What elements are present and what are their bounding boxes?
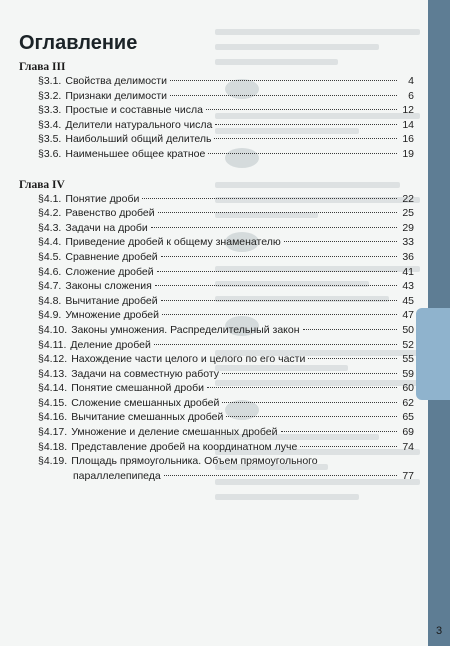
toc-entry[interactable]: [19, 352, 414, 367]
section-title: Законы сложения: [65, 280, 152, 293]
section-title: Сложение смешанных дробей: [71, 396, 220, 409]
table-of-contents: [19, 60, 414, 483]
page-ref: 43: [402, 280, 414, 293]
toc-entry[interactable]: [19, 367, 414, 382]
dot-leader: [308, 358, 397, 359]
section-number: §3.5.: [38, 133, 62, 146]
chapter-3-entries: [19, 74, 414, 162]
section-tab: [416, 308, 450, 400]
section-title: Приведение дробей к общему знаменателю: [65, 236, 281, 249]
page-ref: 29: [402, 221, 414, 234]
dot-leader: [303, 329, 397, 330]
section-title: Задачи на совместную работу: [71, 367, 220, 380]
section-number: §4.13.: [38, 367, 68, 380]
section-title: Умножение и деление смешанных дробей: [71, 426, 278, 439]
section-title: Задачи на дроби: [65, 221, 148, 234]
dot-leader: [161, 256, 397, 257]
section-number: §4.7.: [38, 280, 62, 293]
section-number: §4.1.: [38, 192, 62, 205]
toc-entry[interactable]: [19, 74, 414, 89]
section-title: Простые и составные числа: [65, 104, 203, 117]
page-ref: 55: [402, 353, 414, 366]
page-ref: 14: [402, 118, 414, 131]
toc-entry[interactable]: [19, 89, 414, 104]
section-title: Деление дробей: [70, 338, 151, 351]
section-title: Наименьшее общее кратное: [65, 147, 206, 160]
section-number: §3.4.: [38, 118, 62, 131]
section-title: Нахождение части целого и целого по его части: [71, 353, 306, 366]
toc-entry[interactable]: [19, 206, 414, 221]
toc-entry[interactable]: [19, 323, 414, 338]
dot-leader: [214, 138, 397, 139]
dot-leader: [281, 431, 397, 432]
dot-leader: [222, 373, 397, 374]
toc-entry[interactable]: [19, 118, 414, 133]
toc-entry[interactable]: [19, 192, 414, 207]
page-ref: 4: [408, 75, 414, 87]
section-number: §4.4.: [38, 236, 62, 249]
page-ref: 50: [402, 323, 414, 336]
dot-leader: [208, 153, 397, 154]
page-ref: 47: [402, 309, 414, 322]
page-ref: 16: [402, 133, 414, 146]
section-title: Вычитание дробей: [65, 294, 158, 307]
section-title: Представление дробей на координатном луче: [71, 440, 298, 453]
section-number: §4.5.: [38, 250, 62, 263]
section-number: §4.16.: [38, 411, 68, 424]
section-title: Равенство дробей: [65, 207, 155, 220]
toc-entry[interactable]: [19, 265, 414, 280]
chapter-heading: Глава IV: [19, 178, 65, 191]
page-ref: 36: [402, 250, 414, 263]
dot-leader: [142, 198, 397, 199]
dot-leader: [215, 124, 397, 125]
toc-entry[interactable]: [19, 235, 414, 250]
page-ref: 25: [402, 207, 414, 220]
section-number: §4.8.: [38, 294, 62, 307]
toc-entry[interactable]: [19, 396, 414, 411]
dot-leader: [155, 285, 397, 286]
section-title-continued: параллелепипеда: [73, 469, 161, 482]
page-ref: 52: [402, 338, 414, 351]
section-title: Вычитание смешанных дробей: [71, 411, 224, 424]
chapter-4-entries: [19, 192, 414, 484]
toc-entry[interactable]: [19, 338, 414, 353]
toc-entry[interactable]: [19, 425, 414, 440]
section-number: §4.9.: [38, 309, 62, 322]
section-number: §4.2.: [38, 207, 62, 220]
page-ref: 45: [402, 294, 414, 307]
toc-entry[interactable]: [19, 147, 414, 162]
dot-leader: [226, 416, 397, 417]
section-number: §4.18.: [38, 440, 68, 453]
page-number: 3: [435, 625, 443, 637]
toc-entry[interactable]: [19, 308, 414, 323]
toc-entry[interactable]: [19, 221, 414, 236]
section-number: §3.3.: [38, 104, 62, 117]
section-title: Свойства делимости: [65, 75, 167, 87]
page-ref: 60: [402, 382, 414, 395]
page-ref: 69: [402, 426, 414, 439]
section-number: §4.10.: [38, 323, 68, 336]
section-title: Признаки делимости: [65, 89, 168, 102]
toc-entry[interactable]: [19, 250, 414, 265]
toc-entry[interactable]: [19, 440, 414, 455]
toc-entry[interactable]: [19, 279, 414, 294]
dot-leader: [158, 212, 397, 213]
page-ref: 65: [402, 411, 414, 424]
page-ref: 62: [402, 396, 414, 409]
page-ref: 77: [402, 469, 414, 482]
page-ref: 41: [402, 265, 414, 278]
toc-entry[interactable]: [19, 103, 414, 118]
section-title: Понятие дроби: [65, 192, 140, 205]
section-number: §4.19.: [38, 455, 68, 468]
section-number: §3.6.: [38, 147, 62, 160]
dot-leader: [162, 314, 397, 315]
dot-leader: [164, 475, 397, 476]
dot-leader: [170, 80, 397, 81]
dot-leader: [154, 344, 397, 345]
page-ref: 59: [402, 367, 414, 380]
section-number: §4.14.: [38, 382, 68, 395]
section-number: §4.3.: [38, 221, 62, 234]
chapter-heading: Глава III: [19, 61, 66, 73]
toc-entry[interactable]: [19, 410, 414, 425]
section-title: Понятие смешанной дроби: [71, 382, 204, 395]
section-number: §4.6.: [38, 265, 62, 278]
page-ref: 33: [402, 236, 414, 249]
page-title: Оглавление: [19, 32, 138, 54]
dot-leader: [206, 109, 397, 110]
dot-leader: [284, 241, 397, 242]
section-number: §4.17.: [38, 426, 68, 439]
section-number: §4.15.: [38, 396, 68, 409]
page-ref: 19: [402, 147, 414, 160]
dot-leader: [207, 387, 397, 388]
page-ref: 12: [402, 104, 414, 117]
section-title: Законы умножения. Распределительный закон: [71, 323, 300, 336]
page-ref: 22: [402, 192, 414, 205]
section-number: §4.12.: [38, 353, 68, 366]
section-title: Сравнение дробей: [65, 250, 158, 263]
dot-leader: [222, 402, 397, 403]
dot-leader: [300, 446, 397, 447]
toc-entry[interactable]: [19, 381, 414, 396]
section-title: Площадь прямоугольника. Объем прямоугольного: [71, 455, 318, 468]
dot-leader: [151, 227, 397, 228]
page-ref: 6: [408, 89, 414, 102]
toc-entry[interactable]: [19, 294, 414, 309]
toc-entry[interactable]: [19, 454, 414, 483]
page-ref: 74: [402, 440, 414, 453]
section-title: Сложение дробей: [65, 265, 154, 278]
section-title: Наибольший общий делитель: [65, 133, 212, 146]
section-number: §4.11.: [38, 338, 67, 351]
dot-leader: [161, 300, 397, 301]
toc-entry[interactable]: [19, 132, 414, 147]
dot-leader: [157, 271, 397, 272]
dot-leader: [170, 95, 397, 96]
section-number: §3.2.: [38, 89, 62, 102]
section-number: §3.1.: [38, 75, 62, 87]
section-title: Умножение дробей: [65, 309, 159, 322]
section-title: Делители натурального числа: [65, 118, 213, 131]
